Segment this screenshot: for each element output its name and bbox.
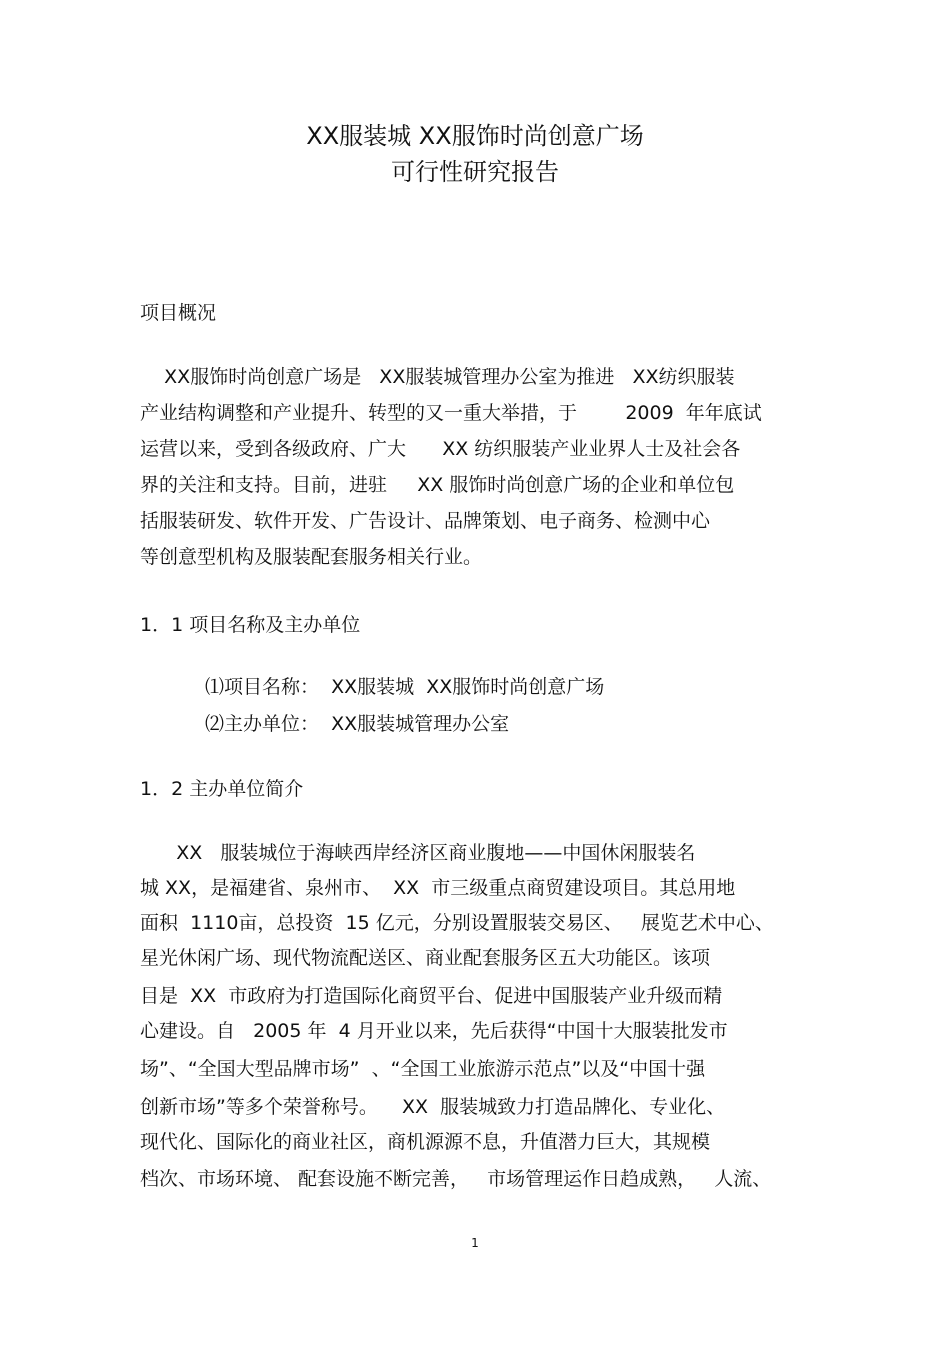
paragraph-line: 运营以来，受到各级政府、广大 XX 纺织服装产业业界人士及社会各 bbox=[140, 438, 741, 460]
list-item: ⑴项目名称： XX服装城 XX服饰时尚创意广场 bbox=[205, 676, 605, 698]
paragraph-line: 档次、市场环境、 配套设施不断完善， 市场管理运作日趋成熟， 人流、 bbox=[140, 1168, 772, 1190]
document-subtitle: 可行性研究报告 bbox=[391, 158, 559, 186]
document-title: XX服装城 XX服饰时尚创意广场 bbox=[306, 122, 644, 150]
paragraph-line: 星光休闲广场、现代物流配送区、商业配套服务区五大功能区。该项 bbox=[140, 947, 711, 969]
paragraph-line: 创新市场”等多个荣誉称号。 XX 服装城致力打造品牌化、专业化、 bbox=[140, 1096, 726, 1118]
page-number: 1 bbox=[471, 1236, 479, 1250]
section-heading-overview: 项目概况 bbox=[140, 302, 217, 324]
paragraph-line: 心建设。自 2005 年 4 月开业以来，先后获得“中国十大服装批发市 bbox=[140, 1020, 728, 1042]
paragraph-line: XX 服装城位于海峡西岸经济区商业腹地——中国休闲服装名 bbox=[140, 842, 696, 864]
paragraph-line: XX服饰时尚创意广场是 XX服装城管理办公室为推进 XX纺织服装 bbox=[140, 366, 735, 388]
paragraph-line: 目是 XX 市政府为打造国际化商贸平台、促进中国服装产业升级而精 bbox=[140, 985, 723, 1007]
paragraph-line: 等创意型机构及服装配套服务相关行业。 bbox=[140, 546, 483, 568]
paragraph-line: 括服装研发、软件开发、广告设计、品牌策划、电子商务、检测中心 bbox=[140, 510, 711, 532]
section-heading-1-2: 1．2 主办单位简介 bbox=[140, 778, 304, 800]
paragraph-line: 产业结构调整和产业提升、转型的又一重大举措，于 2009 年年底试 bbox=[140, 402, 762, 424]
paragraph-line: 现代化、国际化的商业社区，商机源源不息，升值潜力巨大，其规模 bbox=[140, 1131, 711, 1153]
paragraph-line: 界的关注和支持。目前，进驻 XX 服饰时尚创意广场的企业和单位包 bbox=[140, 474, 735, 496]
list-item: ⑵主办单位： XX服装城管理办公室 bbox=[205, 713, 510, 735]
paragraph-line: 面积 1110亩，总投资 15 亿元，分别设置服装交易区、 展览艺术中心、 bbox=[140, 912, 774, 934]
paragraph-line: 场”、“全国大型品牌市场” 、“全国工业旅游示范点”以及“中国十强 bbox=[140, 1058, 706, 1080]
section-heading-1-1: 1．1 项目名称及主办单位 bbox=[140, 614, 361, 636]
paragraph-line: 城 XX，是福建省、泉州市、 XX 市三级重点商贸建设项目。其总用地 bbox=[140, 877, 736, 899]
